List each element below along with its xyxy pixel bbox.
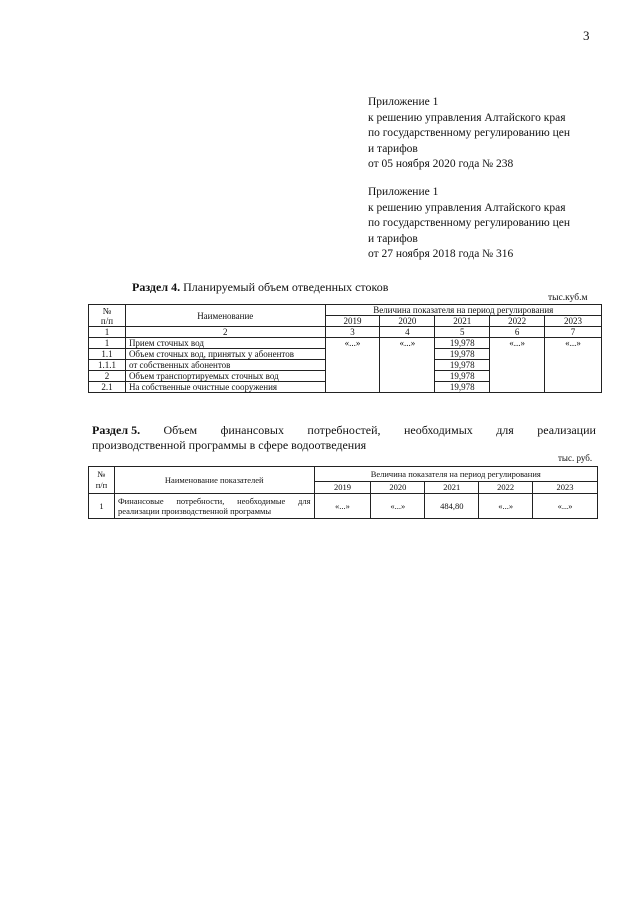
col-header-year: 2020 — [371, 482, 425, 494]
page-number: 3 — [583, 28, 590, 43]
cell-2021-value: 19,978 — [435, 382, 490, 393]
section5-title-word: Объем — [163, 423, 198, 437]
row-name-line: реализации производственной программы — [117, 506, 272, 516]
appendix-line: и тарифов — [368, 232, 418, 245]
row-name: Объем сточных вод, принятых у абонентов — [125, 349, 325, 360]
col-number: 6 — [490, 327, 545, 338]
appendix-line: по государственному регулированию цен — [368, 127, 571, 139]
row-num: 1.1 — [89, 349, 126, 360]
col-header-year: 2020 — [380, 316, 435, 327]
col-header-num: № п/п — [89, 467, 115, 494]
cell-2021-value: 19,978 — [435, 338, 490, 349]
row-name: от собственных абонентов — [125, 360, 325, 371]
row-name-line: Финансовые потребности, необходимые для — [117, 496, 311, 506]
row-num: 1 — [89, 338, 126, 349]
col-number: 5 — [435, 327, 490, 338]
section5-title-word: потребностей, — [307, 423, 381, 437]
cell-2022-placeholder: «...» — [490, 338, 545, 393]
cell-2019-placeholder: «...» — [325, 338, 380, 393]
appendix-line: Приложение 1 — [368, 186, 439, 198]
col-header-year: 2019 — [314, 482, 371, 494]
col-number: 4 — [380, 327, 435, 338]
col-header-year: 2022 — [479, 482, 533, 494]
table-row — [89, 494, 598, 519]
section5-units: тыс. руб. — [558, 453, 593, 463]
col-number: 7 — [545, 327, 602, 338]
appendix-line: и тарифов — [368, 142, 418, 155]
cell-2022-value: «...» — [479, 494, 533, 519]
col-number: 2 — [125, 327, 325, 338]
section4-title — [132, 280, 388, 295]
row-name: На собственные очистные сооружения — [125, 382, 325, 393]
appendix-line: к решению управления Алтайского края — [368, 111, 566, 124]
section4-units: тыс.куб.м — [548, 293, 588, 303]
row-num: 1 — [89, 494, 115, 519]
section4-table — [88, 304, 602, 393]
col-header-year: 2021 — [425, 482, 479, 494]
col-number: 1 — [89, 327, 126, 338]
row-name — [114, 494, 314, 519]
cell-2020-placeholder: «...» — [380, 338, 435, 393]
section5-title-word: реализации — [537, 423, 596, 437]
row-num: 2.1 — [89, 382, 126, 393]
section5-title-word: финансовых — [220, 423, 284, 437]
cell-2023-value: «...» — [533, 494, 598, 519]
cell-2020-value: «...» — [371, 494, 425, 519]
section4-title-text: Планируемый объем отведенных стоков — [180, 280, 389, 294]
section5-title-line2: производственной программы в сфере водоотведения — [92, 438, 367, 452]
cell-2019-value: «...» — [314, 494, 371, 519]
cell-2021-value: 19,978 — [435, 360, 490, 371]
col-number: 3 — [325, 327, 380, 338]
row-name: Прием сточных вод — [125, 338, 325, 349]
col-header-period: Величина показателя на период регулирования — [314, 467, 597, 482]
row-num: 1.1.1 — [89, 360, 126, 371]
cell-2023-placeholder: «...» — [545, 338, 602, 393]
appendix-line: Приложение 1 — [368, 96, 439, 108]
col-header-name: Наименование показателей — [114, 467, 314, 494]
appendix-line: к решению управления Алтайского края — [368, 201, 566, 214]
section5-title — [92, 423, 596, 453]
section5-table — [88, 466, 598, 519]
appendix-current — [368, 95, 618, 173]
col-header-year: 2021 — [435, 316, 490, 327]
appendix-line: от 05 ноября 2020 года № 238 — [368, 158, 514, 170]
col-header-year: 2023 — [545, 316, 602, 327]
col-header-name: Наименование — [125, 305, 325, 327]
col-header-year: 2019 — [325, 316, 380, 327]
col-header-num: № п/п — [89, 305, 126, 327]
section5-title-word: необходимых — [403, 423, 473, 437]
cell-2021-value: 19,978 — [435, 371, 490, 382]
section4-label: Раздел 4. — [132, 280, 181, 294]
col-header-year: 2022 — [490, 316, 545, 327]
col-header-period: Величина показателя на период регулирования — [325, 305, 601, 316]
appendix-line: по государственному регулированию цен — [368, 217, 571, 229]
row-num: 2 — [89, 371, 126, 382]
section5-label: Раздел 5. — [92, 423, 141, 437]
table-row — [89, 338, 602, 349]
row-name: Объем транспортируемых сточных вод — [125, 371, 325, 382]
cell-2021-value: 19,978 — [435, 349, 490, 360]
col-header-year: 2023 — [533, 482, 598, 494]
section5-title-word: для — [496, 423, 514, 437]
cell-2021-value: 484,80 — [425, 494, 479, 519]
appendix-previous — [368, 185, 618, 263]
appendix-line: от 27 ноября 2018 года № 316 — [368, 248, 514, 260]
